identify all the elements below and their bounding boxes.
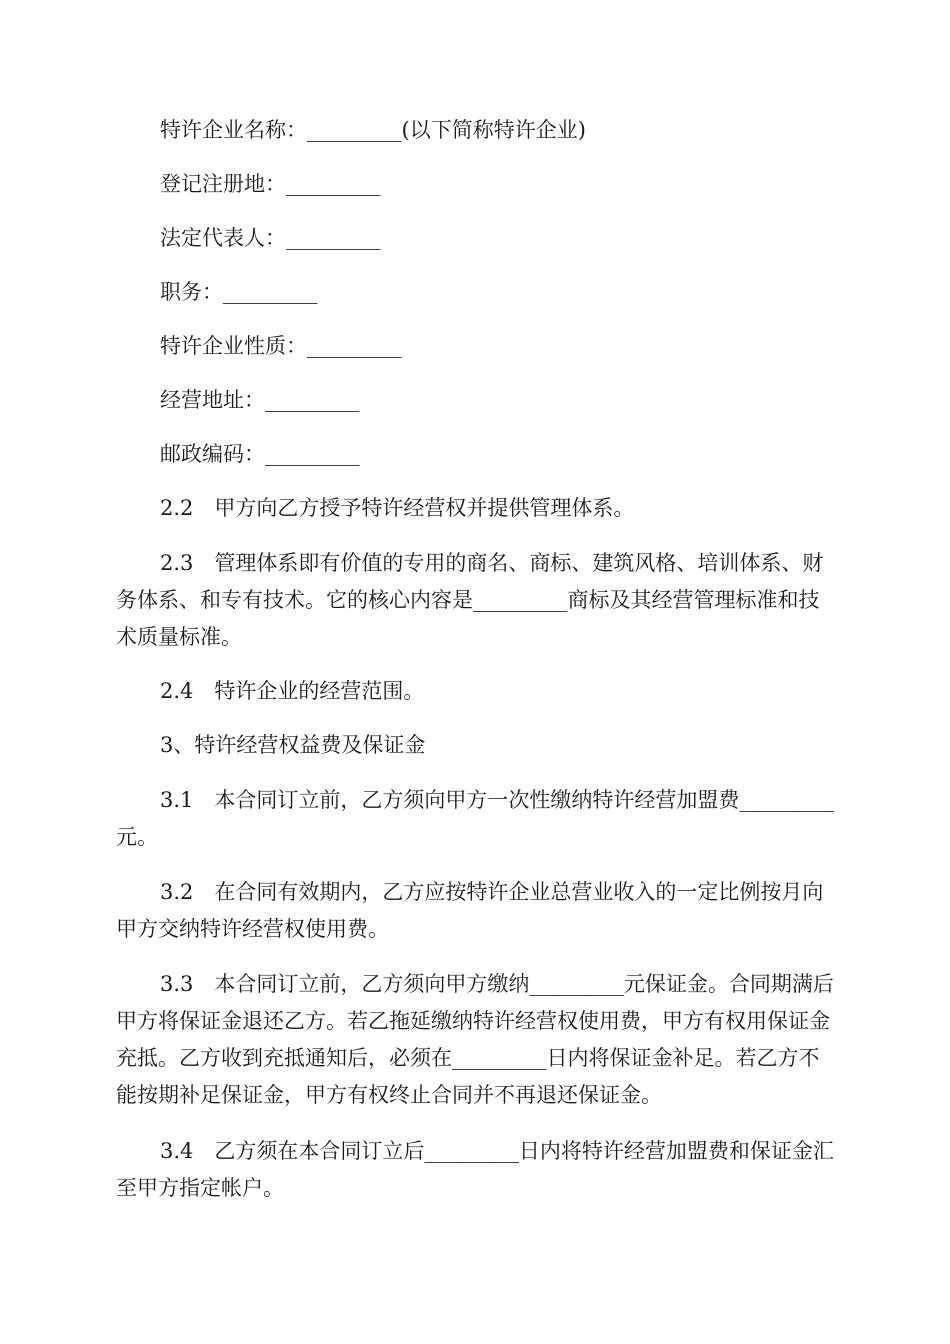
- legal-representative-line: 法定代表人：_________: [160, 226, 381, 250]
- position-line: 职务：_________: [160, 280, 318, 304]
- registration-place-line: 登记注册地：_________: [160, 172, 381, 196]
- clause-2-4: 2.4 特许企业的经营范围。: [160, 679, 425, 703]
- enterprise-nature-line: 特许企业性质：_________: [160, 334, 402, 358]
- clause-2-2: 2.2 甲方向乙方授予特许经营权并提供管理体系。: [160, 496, 635, 520]
- business-address-line: 经营地址：_________: [160, 388, 360, 412]
- clause-3-1: 3.1 本合同订立前，乙方须向甲方一次性缴纳特许经营加盟费_________元。: [116, 788, 834, 849]
- section-3-heading: 3、特许经营权益费及保证金: [160, 733, 426, 757]
- clause-3-3: 3.3 本合同订立前，乙方须向甲方缴纳_________元保证金。合同期满后甲方将保证金退还乙方。若乙拖延缴纳特许经营权使用费，甲方有权用保证金充抵。乙方收到充抵通知后，必须在_________日内将保证金补足。若乙方不能按期补足保证金，甲方有权终止合同并不再退还保证金。: [116, 972, 834, 1107]
- postal-code-line: 邮政编码：_________: [160, 442, 360, 466]
- clause-3-2: 3.2 在合同有效期内，乙方应按特许企业总营业收入的一定比例按月向甲方交纳特许经营权使用费。: [116, 880, 824, 941]
- franchisee-name-line: 特许企业名称：_________(以下简称特许企业): [160, 118, 586, 142]
- clause-2-3: 2.3 管理体系即有价值的专用的商名、商标、建筑风格、培训体系、财务体系、和专有技术。它的核心内容是_________商标及其经营管理标准和技术质量标准。: [116, 551, 824, 649]
- clause-3-4: 3.4 乙方须在本合同订立后_________日内将特许经营加盟费和保证金汇至甲方指定帐户。: [116, 1139, 834, 1200]
